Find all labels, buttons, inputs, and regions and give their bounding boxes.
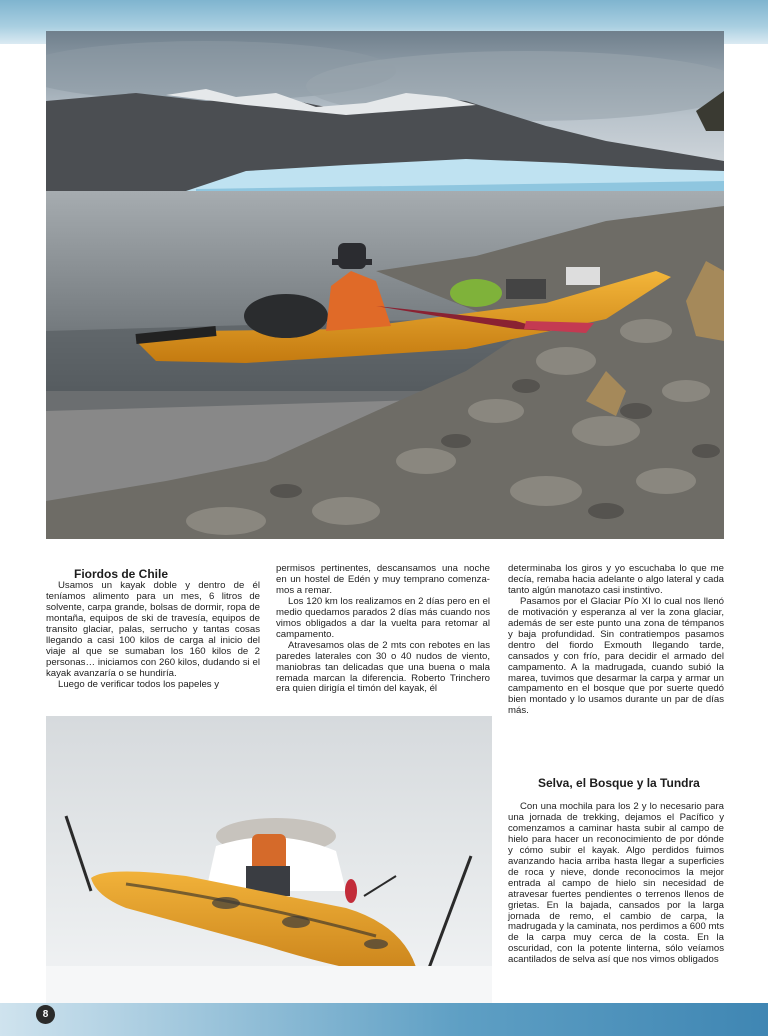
paragraph: Atravesamos olas de 2 mts con rebotes en las paredes laterales con 30 o 40 nudos de viento, maniobras tan delicadas que una buena o mala remada marcan la diferencia. Roberto Trinchero era quien dirigía el timón del kayak, él [276,639,490,695]
section-heading-selva: Selva, el Bosque y la Tundra [538,776,700,790]
paragraph: Con una mochila para los 2 y lo necesario para una jornada de trekking, dejamos el Pacífico y comenzamos a caminar hasta subir al campo de hielo para hacer un reconocimiento de por dónde y cómo subir el kayak. Algo perdidos fuimos avanzando hacia arriba hasta llegar a superficies de roca y nieve, donde reconocimos la mejor entrada al campo de hielo sin necesidad de atravesar fuertes pendientes o terrenos llenos de grietas. En la bajada, cansados por la larga jornada de remo, el cambio de carpa, la madrugada y la caminata, nos perdimos a 600 mts de la carpa muy cerca de la costa. En la oscuridad, con la potente linterna, sólo veíamos acantilados de selva así que nos vimos obligados [508,801,724,966]
paragraph: Pasamos por el Glaciar Pío XI lo cual nos llenó de motivación y esperanza al ver la zona glaciar, además de ser este punto una zona de témpanos y baja profundidad. Sin contratiempos pasamos dentro del fiordo Exmouth llegando tarde, cansados y con frío, para decidir el armado del campamento. A la madrugada, cuando subió la marea, tuvimos que desarmar la carpa y armar un campamento en el bosque que por suerte quedó bien montado y lo usamos durante un par de días más. [508,595,724,717]
paragraph: permisos pertinentes, descansamos una noche en un hostel de Edén y muy temprano comenza-mos a remar. [276,563,490,596]
section1-col2 [276,564,490,695]
paragraph: determinaba los giros y yo escuchaba lo que me decía, remaba hacia adelante o algo lateral y cada tanto algún manotazo casi instintivo. [508,563,724,596]
section1-col1 [46,567,260,691]
section-heading-fiordos: Fiordos de Chile [74,567,169,581]
footer-band [0,1003,768,1036]
photo-kayak-snow [46,716,492,1003]
paragraph: Usamos un kayak doble y dentro de él teníamos alimento para un mes, 6 litros de solvente, carpa grande, bolsas de dormir, ropa de montaña, equipos de ski de travesía, equipos de transito glaciar, palas, serrucho y tantas cosas llegando a casi 100 kilos de carga al inicio del viaje al que se sumaban los 160 kilos de 2 personas… iniciamos con 260 kilos, dudando si el kayak avanzaría o se hundiría. [46,580,260,679]
section2-col [508,776,724,966]
paragraph: Luego de verificar todos los papeles y [58,678,220,690]
photo-kayak-glacier [46,31,724,539]
section1-col3 [508,564,724,717]
page-number: 8 [36,1005,55,1024]
paragraph: Los 120 km los realizamos en 2 días pero en el medio quedamos parados 2 días más cuando nos vimos obligados a dar la vuelta para retomar al campamento. [276,595,490,640]
